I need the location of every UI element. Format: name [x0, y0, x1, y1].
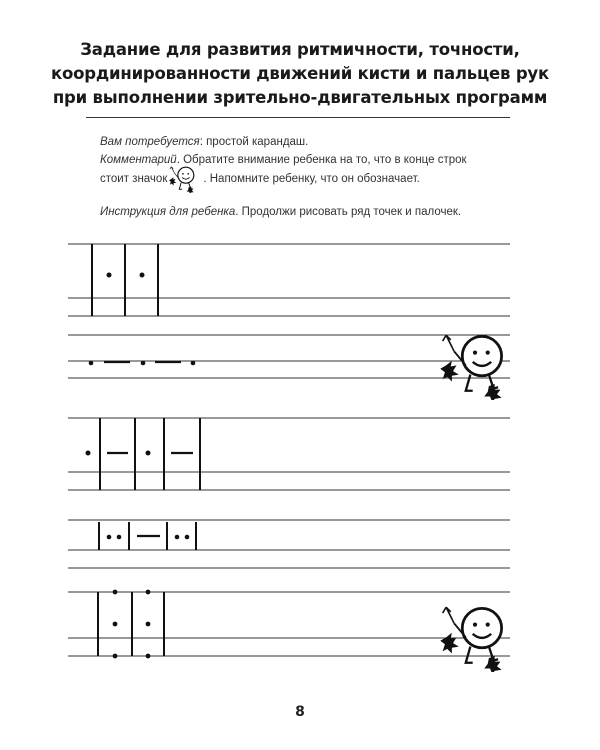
comment-text-2b: . Напомните ребенку, что он обозначает.: [203, 173, 420, 185]
smiley-man-icon: [440, 607, 501, 674]
instruction-label: Инструкция для ребенка: [100, 206, 236, 218]
row-4: [68, 520, 510, 568]
smiley-man-icon: [440, 335, 501, 402]
instruction-text: . Продолжи рисовать ряд точек и палочек.: [235, 206, 462, 218]
title-line-3: при выполнении зрительно-двигательных программ: [52, 88, 548, 107]
page-number: 8: [295, 704, 305, 720]
comment-text-2a: стоит значок: [100, 173, 168, 185]
materials-label: Вам потребуется: [100, 136, 200, 148]
materials-value: : простой карандаш.: [199, 136, 309, 148]
row-1: [68, 244, 510, 316]
comment-label: Комментарий: [100, 154, 177, 166]
row-2: [68, 335, 510, 378]
row-3: [68, 418, 510, 490]
title-line-2: координированности движений кисти и пальцев рук: [51, 64, 549, 83]
comment-text-1: . Обратите внимание ребенка на то, что в конце строк: [176, 154, 467, 166]
title-line-1: Задание для развития ритмичности, точности,: [80, 40, 520, 59]
